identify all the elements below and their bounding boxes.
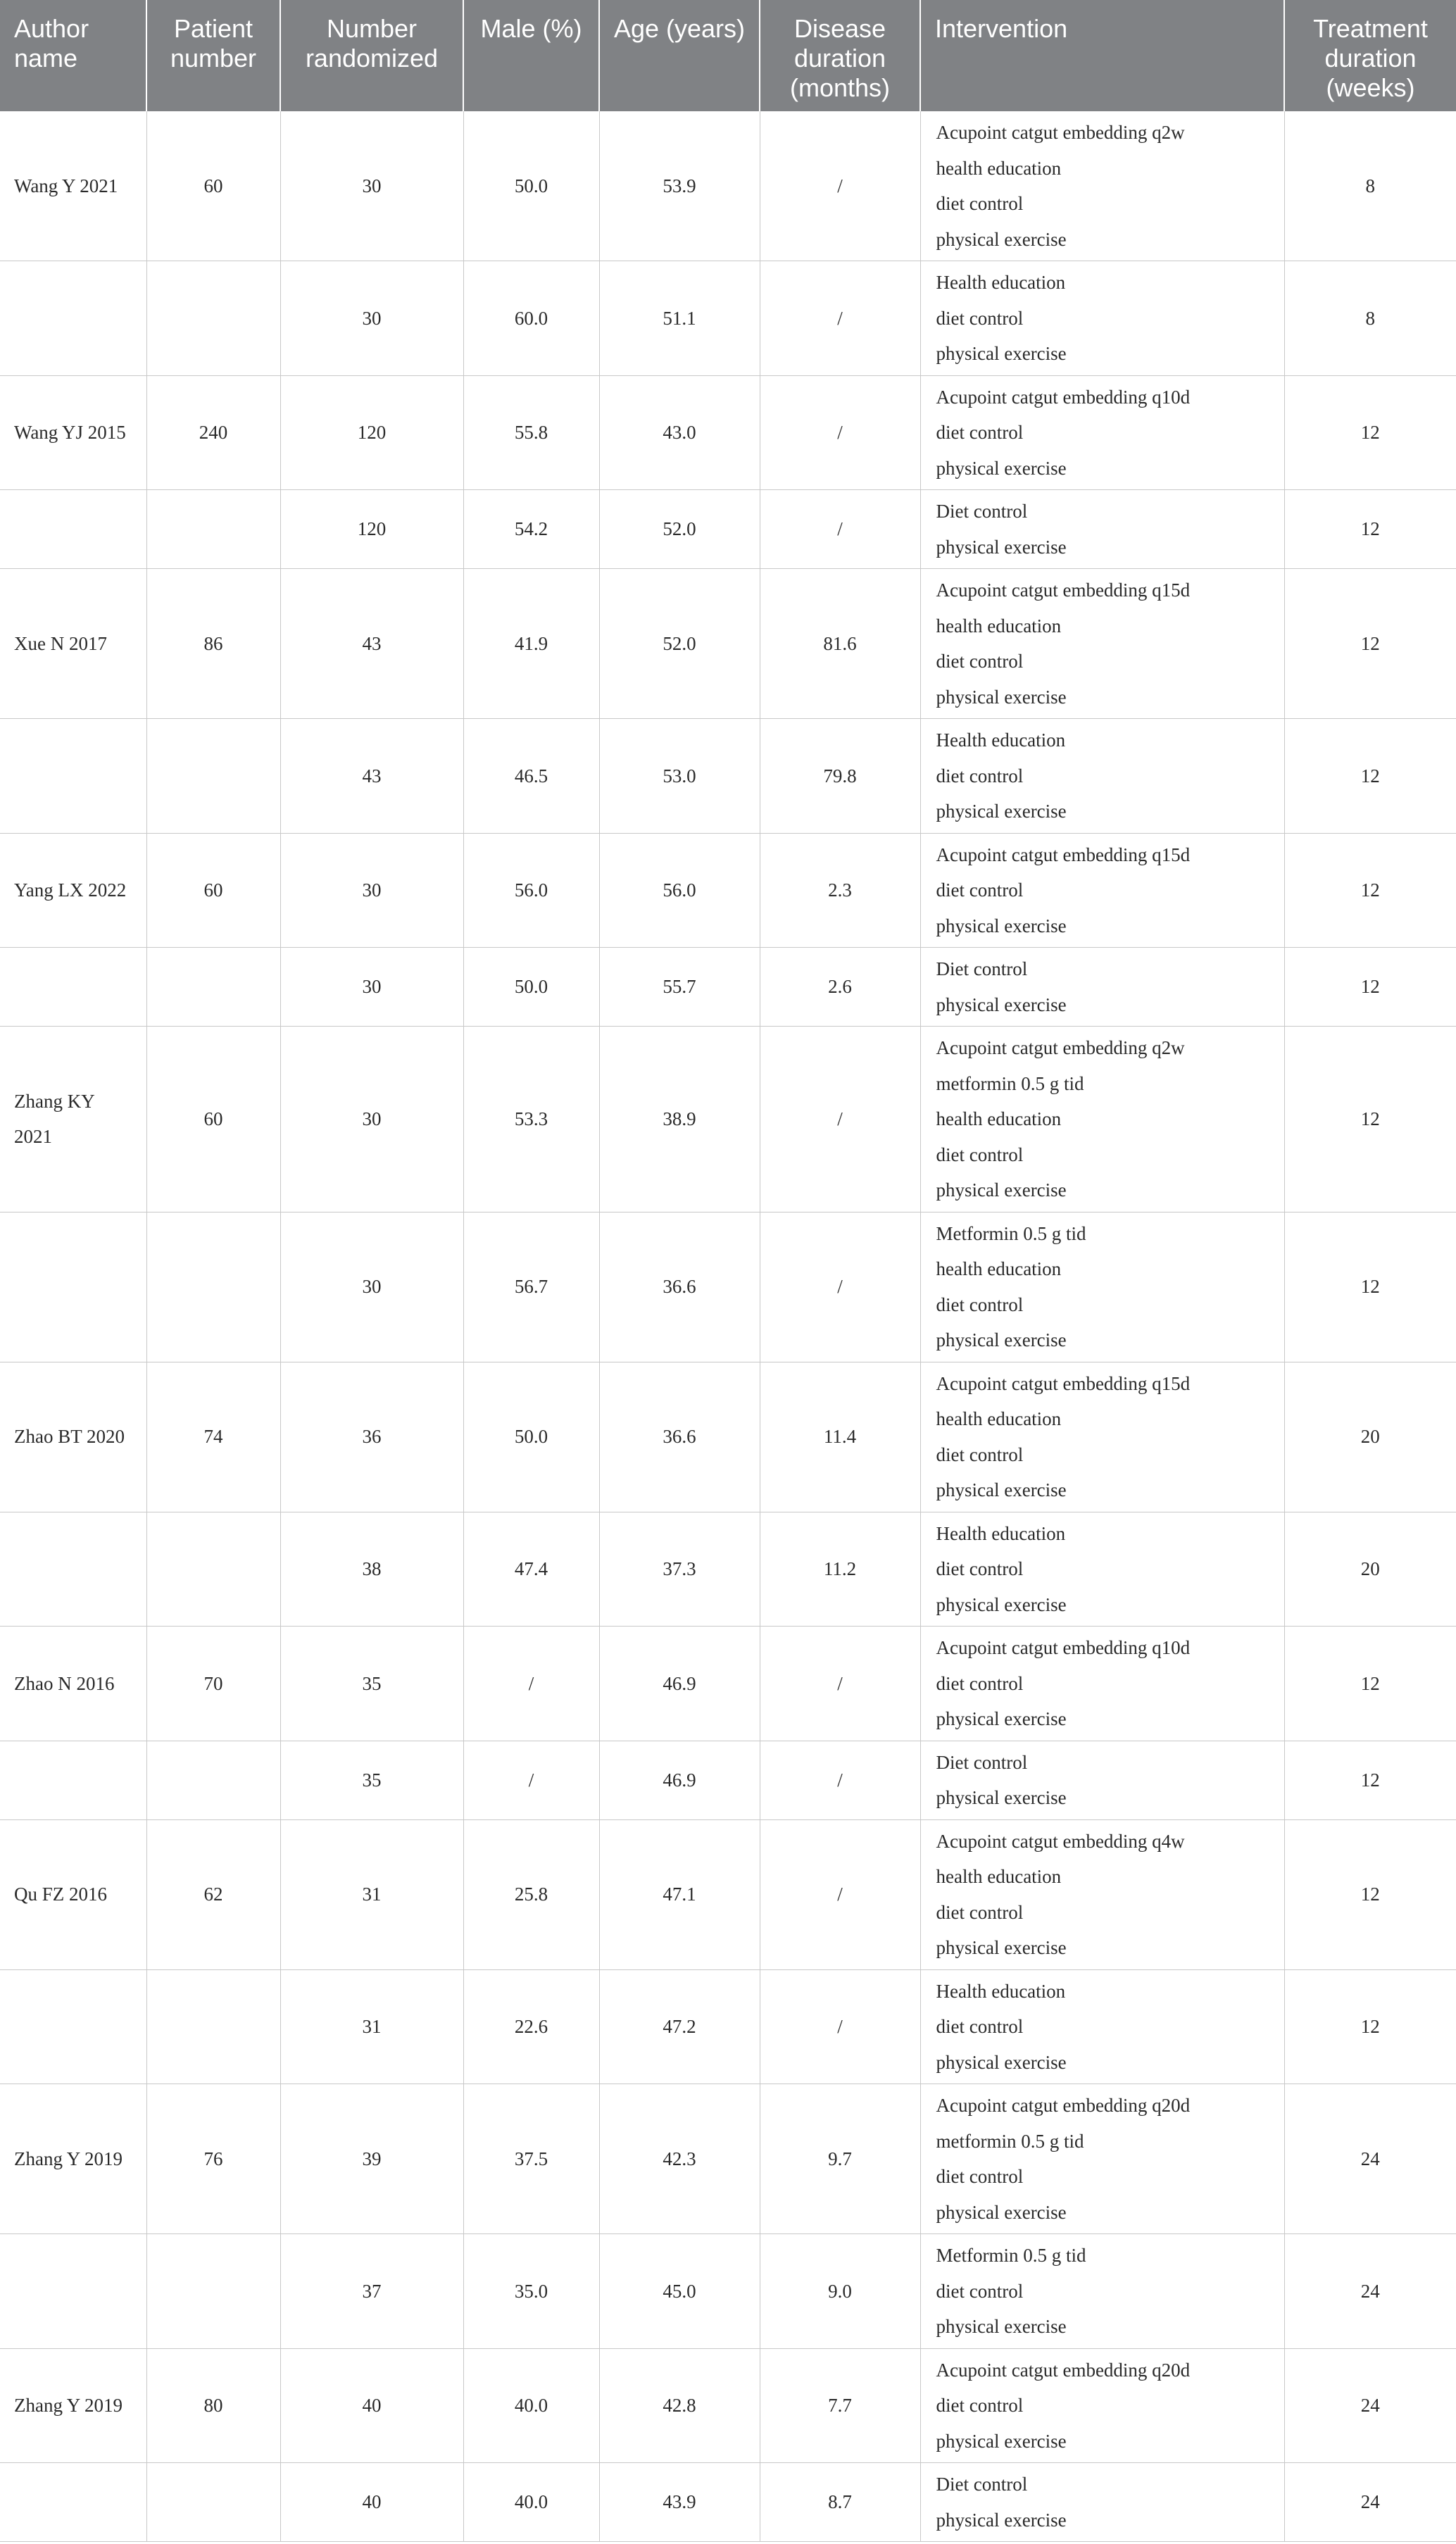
cell-treatment-duration: 20: [1284, 1362, 1456, 1512]
cell-intervention: [920, 719, 1284, 834]
cell-treatment-duration: 12: [1284, 490, 1456, 569]
table-row: [0, 1212, 1456, 1362]
cell-intervention: [920, 490, 1284, 569]
table-row: [0, 2348, 1456, 2463]
intervention-line: Acupoint catgut embedding q10d: [936, 386, 1191, 408]
cell-male-percent: 25.8: [463, 1819, 599, 1969]
table-header: [0, 0, 1456, 111]
intervention-line: physical exercise: [936, 915, 1067, 936]
intervention-line: Diet control: [936, 958, 1028, 979]
cell-disease-duration: /: [760, 111, 920, 261]
cell-number-randomized: 40: [280, 2348, 463, 2463]
cell-age: 36.6: [599, 1212, 760, 1362]
cell-intervention: [920, 2084, 1284, 2234]
cell-age: 43.0: [599, 375, 760, 490]
intervention-line: physical exercise: [936, 686, 1067, 708]
intervention-line: Acupoint catgut embedding q2w: [936, 1037, 1185, 1058]
cell-number-randomized: 35: [280, 1627, 463, 1741]
cell-author-name: [0, 261, 146, 376]
cell-patient-number: 76: [146, 2084, 280, 2234]
cell-age: 56.0: [599, 833, 760, 948]
cell-male-percent: 47.4: [463, 1512, 599, 1627]
intervention-line: diet control: [936, 2280, 1024, 2302]
intervention-line: diet control: [936, 1443, 1024, 1465]
table-row: [0, 1627, 1456, 1741]
intervention-line: physical exercise: [936, 536, 1067, 558]
cell-author-name: Zhang Y 2019: [0, 2084, 146, 2234]
cell-author-name: [0, 1512, 146, 1627]
intervention-line: diet control: [936, 422, 1024, 443]
cell-age: 47.1: [599, 1819, 760, 1969]
intervention-line: physical exercise: [936, 2430, 1067, 2452]
intervention-line: health education: [936, 615, 1062, 637]
cell-male-percent: /: [463, 1627, 599, 1741]
header-age: Age (years): [599, 0, 760, 111]
cell-patient-number: [146, 261, 280, 376]
intervention-line: diet control: [936, 879, 1024, 901]
cell-disease-duration: 7.7: [760, 2348, 920, 2463]
cell-number-randomized: 39: [280, 2084, 463, 2234]
cell-disease-duration: 81.6: [760, 569, 920, 719]
cell-male-percent: 55.8: [463, 375, 599, 490]
cell-author-name: Wang Y 2021: [0, 111, 146, 261]
cell-treatment-duration: 20: [1284, 1512, 1456, 1627]
cell-age: 45.0: [599, 2234, 760, 2349]
cell-age: 53.0: [599, 719, 760, 834]
cell-author-name: Zhao N 2016: [0, 1627, 146, 1741]
cell-male-percent: 56.7: [463, 1212, 599, 1362]
cell-number-randomized: 30: [280, 261, 463, 376]
intervention-line: physical exercise: [936, 801, 1067, 822]
cell-number-randomized: 40: [280, 2463, 463, 2542]
cell-disease-duration: /: [760, 1969, 920, 2084]
cell-disease-duration: /: [760, 1027, 920, 1213]
cell-male-percent: 37.5: [463, 2084, 599, 2234]
cell-age: 36.6: [599, 1362, 760, 1512]
table-row: [0, 2234, 1456, 2349]
table-row: [0, 1819, 1456, 1969]
intervention-line: diet control: [936, 2395, 1024, 2416]
cell-author-name: [0, 1741, 146, 1819]
table-row: [0, 1512, 1456, 1627]
cell-intervention: [920, 1027, 1284, 1213]
cell-intervention: [920, 948, 1284, 1027]
cell-disease-duration: /: [760, 1819, 920, 1969]
cell-author-name: Wang YJ 2015: [0, 375, 146, 490]
intervention-line: diet control: [936, 651, 1024, 672]
table-row: [0, 569, 1456, 719]
cell-patient-number: 240: [146, 375, 280, 490]
cell-age: 42.3: [599, 2084, 760, 2234]
cell-author-name: Xue N 2017: [0, 569, 146, 719]
cell-patient-number: 60: [146, 1027, 280, 1213]
cell-disease-duration: 11.4: [760, 1362, 920, 1512]
cell-intervention: [920, 261, 1284, 376]
table-row: [0, 1741, 1456, 1819]
cell-treatment-duration: 12: [1284, 569, 1456, 719]
cell-author-name: Qu FZ 2016: [0, 1819, 146, 1969]
cell-patient-number: [146, 490, 280, 569]
cell-disease-duration: /: [760, 490, 920, 569]
cell-age: 53.9: [599, 111, 760, 261]
cell-treatment-duration: 8: [1284, 261, 1456, 376]
table-body: [0, 111, 1456, 2542]
intervention-line: health education: [936, 1258, 1062, 1279]
cell-disease-duration: /: [760, 1212, 920, 1362]
cell-age: 52.0: [599, 569, 760, 719]
cell-treatment-duration: 12: [1284, 1212, 1456, 1362]
cell-number-randomized: 120: [280, 375, 463, 490]
intervention-line: health education: [936, 1408, 1062, 1429]
table-row: [0, 2463, 1456, 2542]
intervention-line: metformin 0.5 g tid: [936, 2130, 1084, 2152]
cell-number-randomized: 37: [280, 2234, 463, 2349]
cell-intervention: [920, 569, 1284, 719]
cell-number-randomized: 30: [280, 948, 463, 1027]
intervention-line: health education: [936, 1866, 1062, 1887]
intervention-line: physical exercise: [936, 1329, 1067, 1351]
cell-age: 47.2: [599, 1969, 760, 2084]
cell-intervention: [920, 111, 1284, 261]
cell-male-percent: 56.0: [463, 833, 599, 948]
header-intervention: Intervention: [920, 0, 1284, 111]
cell-author-name: [0, 2463, 146, 2542]
cell-number-randomized: 30: [280, 1212, 463, 1362]
cell-treatment-duration: 24: [1284, 2348, 1456, 2463]
cell-patient-number: [146, 1969, 280, 2084]
intervention-line: Metformin 0.5 g tid: [936, 1222, 1086, 1244]
intervention-line: Acupoint catgut embedding q20d: [936, 2095, 1191, 2116]
cell-treatment-duration: 12: [1284, 833, 1456, 948]
intervention-line: physical exercise: [936, 1937, 1067, 1958]
cell-patient-number: 60: [146, 833, 280, 948]
intervention-line: Acupoint catgut embedding q15d: [936, 579, 1191, 601]
cell-male-percent: /: [463, 1741, 599, 1819]
cell-number-randomized: 31: [280, 1819, 463, 1969]
table-row: [0, 490, 1456, 569]
cell-intervention: [920, 1741, 1284, 1819]
intervention-line: health education: [936, 1108, 1062, 1129]
intervention-line: Diet control: [936, 1751, 1028, 1773]
cell-male-percent: 46.5: [463, 719, 599, 834]
cell-disease-duration: 11.2: [760, 1512, 920, 1627]
header-male-percent: Male (%): [463, 0, 599, 111]
header-treatment-duration: Treatment duration (weeks): [1284, 0, 1456, 111]
cell-intervention: [920, 833, 1284, 948]
header-number-randomized: Number randomized: [280, 0, 463, 111]
cell-disease-duration: 9.0: [760, 2234, 920, 2349]
header-patient-number: Patient number: [146, 0, 280, 111]
intervention-line: physical exercise: [936, 1593, 1067, 1615]
header-disease-duration: Disease duration (months): [760, 0, 920, 111]
cell-intervention: [920, 1362, 1284, 1512]
intervention-line: Acupoint catgut embedding q2w: [936, 122, 1185, 143]
cell-number-randomized: 30: [280, 1027, 463, 1213]
intervention-line: Health education: [936, 1980, 1066, 2002]
cell-male-percent: 60.0: [463, 261, 599, 376]
intervention-line: Health education: [936, 729, 1066, 751]
cell-number-randomized: 30: [280, 833, 463, 948]
cell-author-name: [0, 719, 146, 834]
cell-patient-number: [146, 2234, 280, 2349]
cell-male-percent: 50.0: [463, 948, 599, 1027]
cell-treatment-duration: 12: [1284, 948, 1456, 1027]
cell-patient-number: [146, 948, 280, 1027]
intervention-line: physical exercise: [936, 2201, 1067, 2223]
author-name-line: Zhang KY: [14, 1090, 95, 1112]
cell-age: 46.9: [599, 1741, 760, 1819]
intervention-line: physical exercise: [936, 1179, 1067, 1201]
cell-number-randomized: 43: [280, 719, 463, 834]
cell-patient-number: 62: [146, 1819, 280, 1969]
cell-disease-duration: /: [760, 1741, 920, 1819]
cell-disease-duration: 8.7: [760, 2463, 920, 2542]
intervention-line: Acupoint catgut embedding q15d: [936, 844, 1191, 865]
table-row: [0, 375, 1456, 490]
intervention-line: diet control: [936, 1558, 1024, 1579]
cell-patient-number: [146, 2463, 280, 2542]
intervention-line: diet control: [936, 2166, 1024, 2187]
cell-treatment-duration: 8: [1284, 111, 1456, 261]
table-row: [0, 1362, 1456, 1512]
cell-patient-number: 74: [146, 1362, 280, 1512]
intervention-line: diet control: [936, 1143, 1024, 1165]
cell-disease-duration: /: [760, 261, 920, 376]
cell-patient-number: [146, 719, 280, 834]
intervention-line: physical exercise: [936, 2051, 1067, 2073]
intervention-line: physical exercise: [936, 994, 1067, 1015]
cell-number-randomized: 120: [280, 490, 463, 569]
intervention-line: Acupoint catgut embedding q4w: [936, 1830, 1185, 1852]
cell-author-name: Zhao BT 2020: [0, 1362, 146, 1512]
intervention-line: physical exercise: [936, 1787, 1067, 1808]
cell-male-percent: 53.3: [463, 1027, 599, 1213]
cell-treatment-duration: 12: [1284, 1819, 1456, 1969]
cell-age: 46.9: [599, 1627, 760, 1741]
intervention-line: Acupoint catgut embedding q20d: [936, 2359, 1191, 2381]
cell-disease-duration: 9.7: [760, 2084, 920, 2234]
cell-treatment-duration: 12: [1284, 719, 1456, 834]
cell-intervention: [920, 1627, 1284, 1741]
cell-treatment-duration: 12: [1284, 1627, 1456, 1741]
cell-author-name: [0, 490, 146, 569]
cell-intervention: [920, 1969, 1284, 2084]
cell-author-name: [0, 1969, 146, 2084]
cell-age: 43.9: [599, 2463, 760, 2542]
cell-intervention: [920, 2348, 1284, 2463]
cell-patient-number: 80: [146, 2348, 280, 2463]
intervention-line: Acupoint catgut embedding q15d: [936, 1372, 1191, 1394]
cell-male-percent: 40.0: [463, 2463, 599, 2542]
cell-patient-number: [146, 1741, 280, 1819]
cell-age: 52.0: [599, 490, 760, 569]
cell-age: 51.1: [599, 261, 760, 376]
cell-number-randomized: 35: [280, 1741, 463, 1819]
cell-treatment-duration: 24: [1284, 2234, 1456, 2349]
cell-patient-number: 60: [146, 111, 280, 261]
cell-intervention: [920, 375, 1284, 490]
intervention-line: physical exercise: [936, 2316, 1067, 2337]
table-row: [0, 261, 1456, 376]
cell-treatment-duration: 12: [1284, 1027, 1456, 1213]
intervention-line: physical exercise: [936, 228, 1067, 250]
intervention-line: physical exercise: [936, 457, 1067, 479]
cell-intervention: [920, 1512, 1284, 1627]
cell-patient-number: [146, 1212, 280, 1362]
header-row: [0, 0, 1456, 111]
cell-disease-duration: 79.8: [760, 719, 920, 834]
cell-intervention: [920, 2234, 1284, 2349]
intervention-line: diet control: [936, 1293, 1024, 1315]
cell-disease-duration: 2.6: [760, 948, 920, 1027]
intervention-line: physical exercise: [936, 1708, 1067, 1729]
cell-treatment-duration: 24: [1284, 2084, 1456, 2234]
cell-author-name: [0, 1212, 146, 1362]
cell-male-percent: 22.6: [463, 1969, 599, 2084]
table-row: [0, 111, 1456, 261]
intervention-line: diet control: [936, 2016, 1024, 2037]
cell-number-randomized: 30: [280, 111, 463, 261]
cell-treatment-duration: 24: [1284, 2463, 1456, 2542]
intervention-line: Diet control: [936, 2474, 1028, 2495]
cell-patient-number: [146, 1512, 280, 1627]
intervention-line: Diet control: [936, 501, 1028, 522]
cell-treatment-duration: 12: [1284, 1969, 1456, 2084]
cell-number-randomized: 36: [280, 1362, 463, 1512]
intervention-line: Health education: [936, 1522, 1066, 1544]
cell-disease-duration: 2.3: [760, 833, 920, 948]
cell-author-name: Zhang Y 2019: [0, 2348, 146, 2463]
cell-number-randomized: 31: [280, 1969, 463, 2084]
intervention-line: diet control: [936, 193, 1024, 214]
cell-author-name: [0, 948, 146, 1027]
cell-age: 42.8: [599, 2348, 760, 2463]
intervention-line: health education: [936, 157, 1062, 179]
intervention-line: Health education: [936, 272, 1066, 293]
cell-treatment-duration: 12: [1284, 375, 1456, 490]
table-row: [0, 1027, 1456, 1213]
cell-male-percent: 41.9: [463, 569, 599, 719]
cell-age: 55.7: [599, 948, 760, 1027]
cell-author-name: [0, 2234, 146, 2349]
cell-male-percent: 40.0: [463, 2348, 599, 2463]
intervention-line: diet control: [936, 307, 1024, 329]
header-author-name: Author name: [0, 0, 146, 111]
intervention-line: metformin 0.5 g tid: [936, 1072, 1084, 1094]
table-row: [0, 1969, 1456, 2084]
cell-male-percent: 54.2: [463, 490, 599, 569]
table-row: [0, 719, 1456, 834]
intervention-line: diet control: [936, 1901, 1024, 1923]
cell-male-percent: 35.0: [463, 2234, 599, 2349]
cell-patient-number: 86: [146, 569, 280, 719]
cell-author-name: Yang LX 2022: [0, 833, 146, 948]
cell-intervention: [920, 2463, 1284, 2542]
cell-male-percent: 50.0: [463, 1362, 599, 1512]
table-row: [0, 833, 1456, 948]
cell-age: 37.3: [599, 1512, 760, 1627]
cell-intervention: [920, 1212, 1284, 1362]
intervention-line: diet control: [936, 765, 1024, 787]
cell-male-percent: 50.0: [463, 111, 599, 261]
cell-patient-number: 70: [146, 1627, 280, 1741]
table-row: [0, 948, 1456, 1027]
intervention-line: Acupoint catgut embedding q10d: [936, 1637, 1191, 1658]
cell-treatment-duration: 12: [1284, 1741, 1456, 1819]
cell-author-name: [0, 1027, 146, 1213]
cell-intervention: [920, 1819, 1284, 1969]
cell-disease-duration: /: [760, 375, 920, 490]
intervention-line: physical exercise: [936, 2509, 1067, 2531]
cell-number-randomized: 38: [280, 1512, 463, 1627]
cell-disease-duration: /: [760, 1627, 920, 1741]
author-name-line: 2021: [14, 1126, 52, 1148]
cell-age: 38.9: [599, 1027, 760, 1213]
intervention-line: physical exercise: [936, 1479, 1067, 1500]
table-row: [0, 2084, 1456, 2234]
intervention-line: Metformin 0.5 g tid: [936, 2245, 1086, 2266]
intervention-line: diet control: [936, 1672, 1024, 1694]
cell-number-randomized: 43: [280, 569, 463, 719]
intervention-line: physical exercise: [936, 343, 1067, 364]
